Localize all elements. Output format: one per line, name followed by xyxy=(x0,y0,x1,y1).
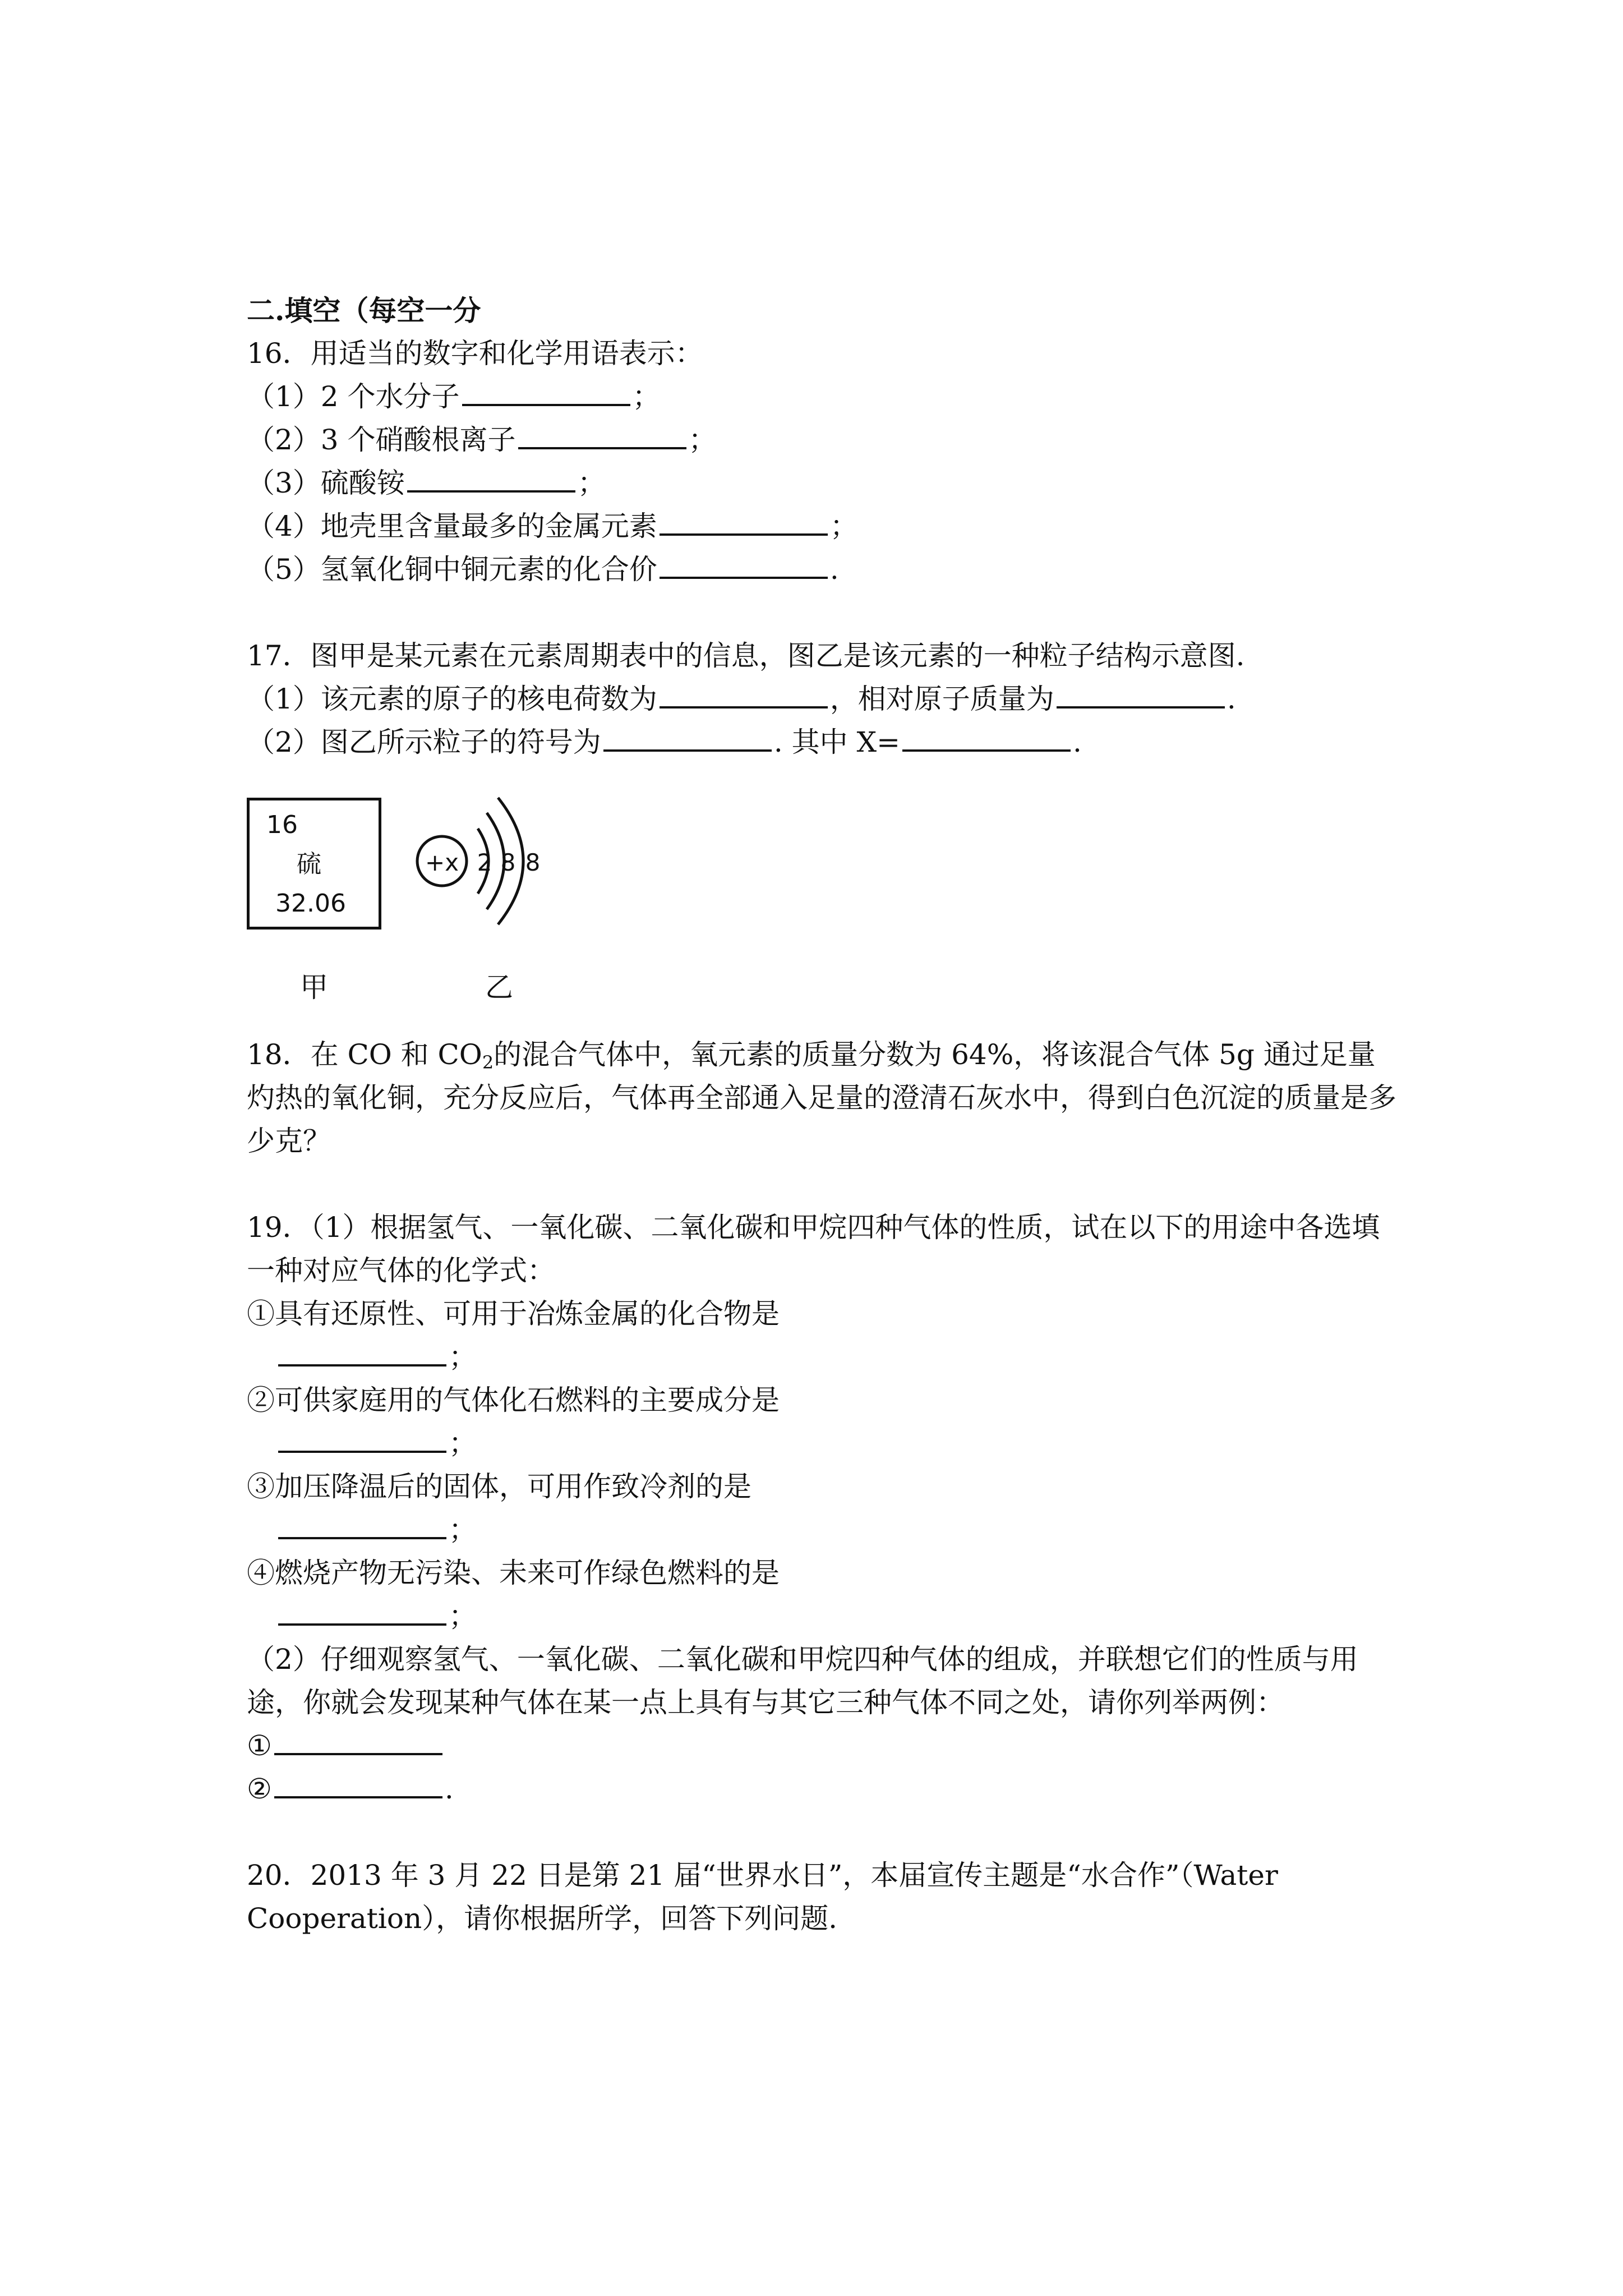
q17-text: . 其中 X= xyxy=(773,726,900,758)
q19-stem: 19．（1）根据氢气、一氧化碳、二氧化碳和甲烷四种气体的性质，试在以下的用途中各选填一种对应气体的化学式： xyxy=(247,1211,1380,1287)
answer-blank[interactable] xyxy=(278,1426,446,1453)
question-20 xyxy=(247,1854,1402,1940)
answer-blank[interactable] xyxy=(274,1772,442,1798)
document-page xyxy=(247,289,1402,1940)
q18-text-a: 18．在 CO 和 CO xyxy=(247,1038,482,1071)
q17-text: （2）图乙所示粒子的符号为 xyxy=(247,726,601,758)
q19-item-3: ③加压降温后的固体，可用作致冷剂的是 xyxy=(247,1470,751,1503)
answer-blank[interactable] xyxy=(902,725,1071,752)
q16-item-end: ； xyxy=(632,380,661,413)
q19-item-2-answer xyxy=(247,1422,1402,1465)
q16-item-end: ； xyxy=(829,510,858,542)
q17-text: . xyxy=(1072,726,1082,758)
q19-item-4-answer xyxy=(247,1595,1402,1638)
q16-item-1 xyxy=(247,375,1402,418)
question-18 xyxy=(247,1033,1402,1163)
q18-text xyxy=(247,1033,1402,1163)
q16-item-label: （4）地壳里含量最多的金属元素 xyxy=(247,510,657,542)
q19-item-1-answer xyxy=(247,1336,1402,1379)
q16-item-end: ； xyxy=(577,467,606,499)
question-19 xyxy=(247,1206,1402,1811)
nucleus-charge: +x xyxy=(425,849,459,876)
question-17 xyxy=(247,634,1402,1011)
q19-part-2: （2）仔细观察氢气、一氧化碳、二氧化碳和甲烷四种气体的组成，并联想它们的性质与用途，你就会发现某种气体在某一点上具有与其它三种气体不同之处，请你列举两例： xyxy=(247,1643,1358,1719)
q16-item-label: （2）3 个硝酸根离子 xyxy=(247,424,516,456)
q16-item-2 xyxy=(247,418,1402,462)
q16-item-3 xyxy=(247,462,1402,505)
q19-example-end: . xyxy=(444,1773,454,1805)
q19-example-1 xyxy=(247,1724,1402,1768)
q16-item-end: ； xyxy=(688,424,717,456)
q16-item-label: （1）2 个水分子 xyxy=(247,380,460,413)
figure-label-a: 甲 xyxy=(300,971,328,1004)
q17-stem: 17．图甲是某元素在元素周期表中的信息，图乙是该元素的一种粒子结构示意图. xyxy=(247,639,1245,672)
answer-blank[interactable] xyxy=(518,422,686,449)
answer-blank[interactable] xyxy=(603,725,772,752)
q19-item-end: ； xyxy=(449,1341,477,1373)
q18-text-b: 的混合气体中，氧元素的质量分数为 64%，将该混合气体 5g 通过足量灼热的氧化铜，充分反应后，气体再全部通入足量的澄清石灰水中，得到白色沉淀的质量是多少克？ xyxy=(247,1038,1396,1157)
answer-blank[interactable] xyxy=(407,466,575,493)
figure-label-b: 乙 xyxy=(485,971,513,1004)
answer-blank[interactable] xyxy=(462,379,630,406)
q16-item-end: . xyxy=(829,553,839,586)
q19-item-end: ； xyxy=(449,1600,477,1632)
answer-blank[interactable] xyxy=(274,1728,442,1755)
q17-line-1 xyxy=(247,678,1402,721)
question-16 xyxy=(247,332,1402,591)
answer-blank[interactable] xyxy=(278,1512,446,1539)
q17-text: （1）该元素的原子的核电荷数为 xyxy=(247,683,657,715)
q16-item-label: （5）氢氧化铜中铜元素的化合价 xyxy=(247,553,657,586)
q19-item-2: ②可供家庭用的气体化石燃料的主要成分是 xyxy=(247,1384,780,1416)
q16-item-5 xyxy=(247,548,1402,591)
q19-example-2 xyxy=(247,1768,1402,1811)
atom-structure-diagram xyxy=(415,786,594,955)
shell-2-electrons: 8 xyxy=(500,849,516,876)
section-title: 二.填空（每空一分 xyxy=(247,294,481,327)
answer-blank[interactable] xyxy=(660,682,828,708)
q16-item-label: （3）硫酸铵 xyxy=(247,467,405,499)
q17-figure xyxy=(247,786,751,1011)
answer-blank[interactable] xyxy=(278,1599,446,1626)
q19-item-3-answer xyxy=(247,1508,1402,1552)
q17-text: ，相对原子质量为 xyxy=(829,683,1054,715)
q20-text: 20．2013 年 3 月 22 日是第 21 届“世界水日”，本届宣传主题是“水合作”（Water Cooperation），请你根据所学，回答下列问题. xyxy=(247,1859,1278,1935)
q18-subscript: 2 xyxy=(482,1052,494,1073)
q19-item-1: ①具有还原性、可用于冶炼金属的化合物是 xyxy=(247,1297,780,1330)
q16-item-4 xyxy=(247,505,1402,548)
q19-item-end: ； xyxy=(449,1427,477,1460)
answer-blank[interactable] xyxy=(660,509,828,536)
element-name: 硫 xyxy=(297,850,321,878)
shell-1-electrons: 2 xyxy=(477,849,492,876)
shell-3-electrons: 8 xyxy=(525,849,541,876)
q19-item-end: ； xyxy=(449,1513,477,1546)
periodic-table-cell xyxy=(247,798,381,930)
answer-blank[interactable] xyxy=(278,1340,446,1366)
q17-text: . xyxy=(1227,683,1236,715)
atomic-number: 16 xyxy=(266,811,298,839)
q17-line-2 xyxy=(247,721,1402,764)
q19-example-marker: ② xyxy=(247,1773,272,1805)
q16-stem: 16．用适当的数字和化学用语表示： xyxy=(247,337,703,370)
answer-blank[interactable] xyxy=(660,552,828,579)
atomic-mass: 32.06 xyxy=(275,889,346,918)
answer-blank[interactable] xyxy=(1057,682,1225,708)
q19-item-4: ④燃烧产物无污染、未来可作绿色燃料的是 xyxy=(247,1557,780,1589)
q19-example-marker: ① xyxy=(247,1729,272,1762)
